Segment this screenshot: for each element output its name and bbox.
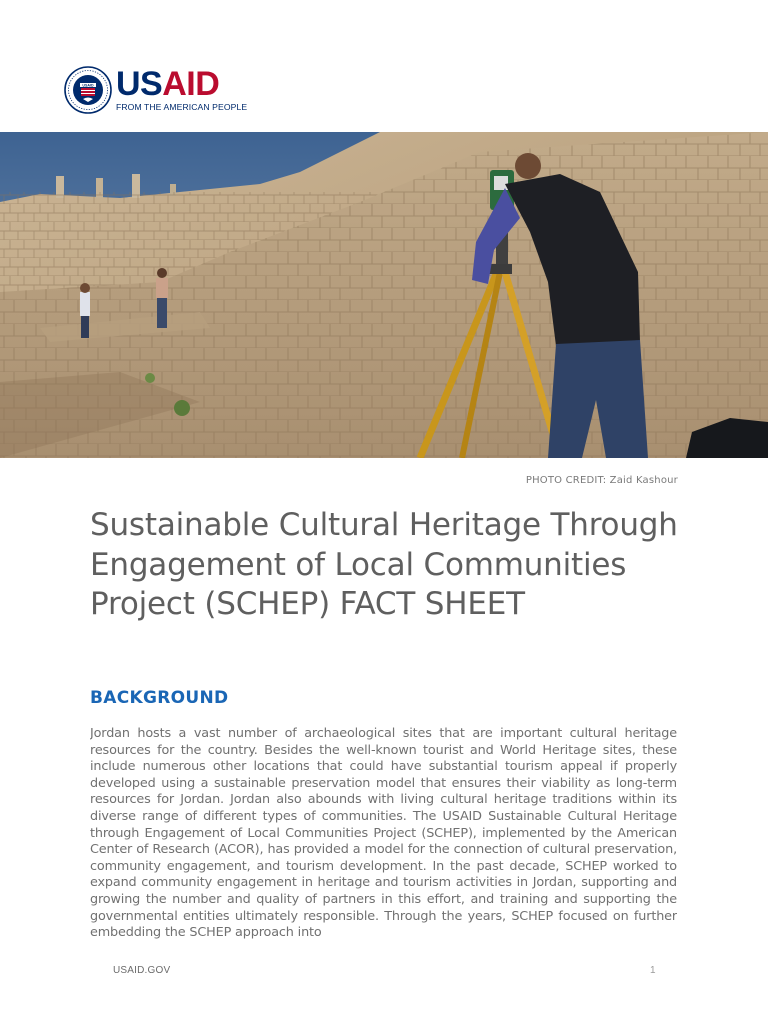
usaid-logo (64, 64, 247, 116)
section-heading-background: BACKGROUND (90, 688, 229, 708)
brand-aid: AID (162, 64, 220, 103)
footer-site-link[interactable]: USAID.GOV (113, 965, 171, 976)
usaid-seal-icon (64, 66, 112, 114)
background-paragraph: Jordan hosts a vast number of archaeological sites that are important cultural heritage resources for the country. Besides the well-known tourist and World Heritage sites, these include numerous other locations that could have substantial tourism appeal if properly developed using a sustainable preservation model that ensures their viability as long-term resources for Jordan. Jordan also abounds with living cultural heritage traditions within its diverse range of different types of communities. The USAID Sustainable Cultural Heritage through Engagement of Local Communities Project (SCHEP), implemented by the American Center of Research (ACOR), has provided a model for the connection of cultural preservation, community engagement, and tourism development. In the past decade, SCHEP worked to expand community engagement in heritage and tourism activities in Jordan, supporting and growing the number and quality of partners in this effort, and training and supporting the governmental entities ultimately responsible. Through the years, SCHEP focused on further embedding the SCHEP approach into (90, 726, 677, 941)
photo-credit: PHOTO CREDIT: Zaid Kashour (525, 475, 678, 486)
usaid-wordmark (116, 64, 248, 112)
hero-photo (0, 132, 768, 458)
page-number: 1 (650, 965, 656, 976)
svg-text:USAID: USAID (82, 83, 94, 88)
brand-us: US (116, 64, 163, 103)
usaid-brand-text (116, 64, 247, 103)
usaid-tagline: FROM THE AMERICAN PEOPLE (116, 101, 248, 112)
document-title: Sustainable Cultural Heritage Through Engagement of Local Communities Project (SCHEP) FACT SHEET (90, 507, 678, 622)
